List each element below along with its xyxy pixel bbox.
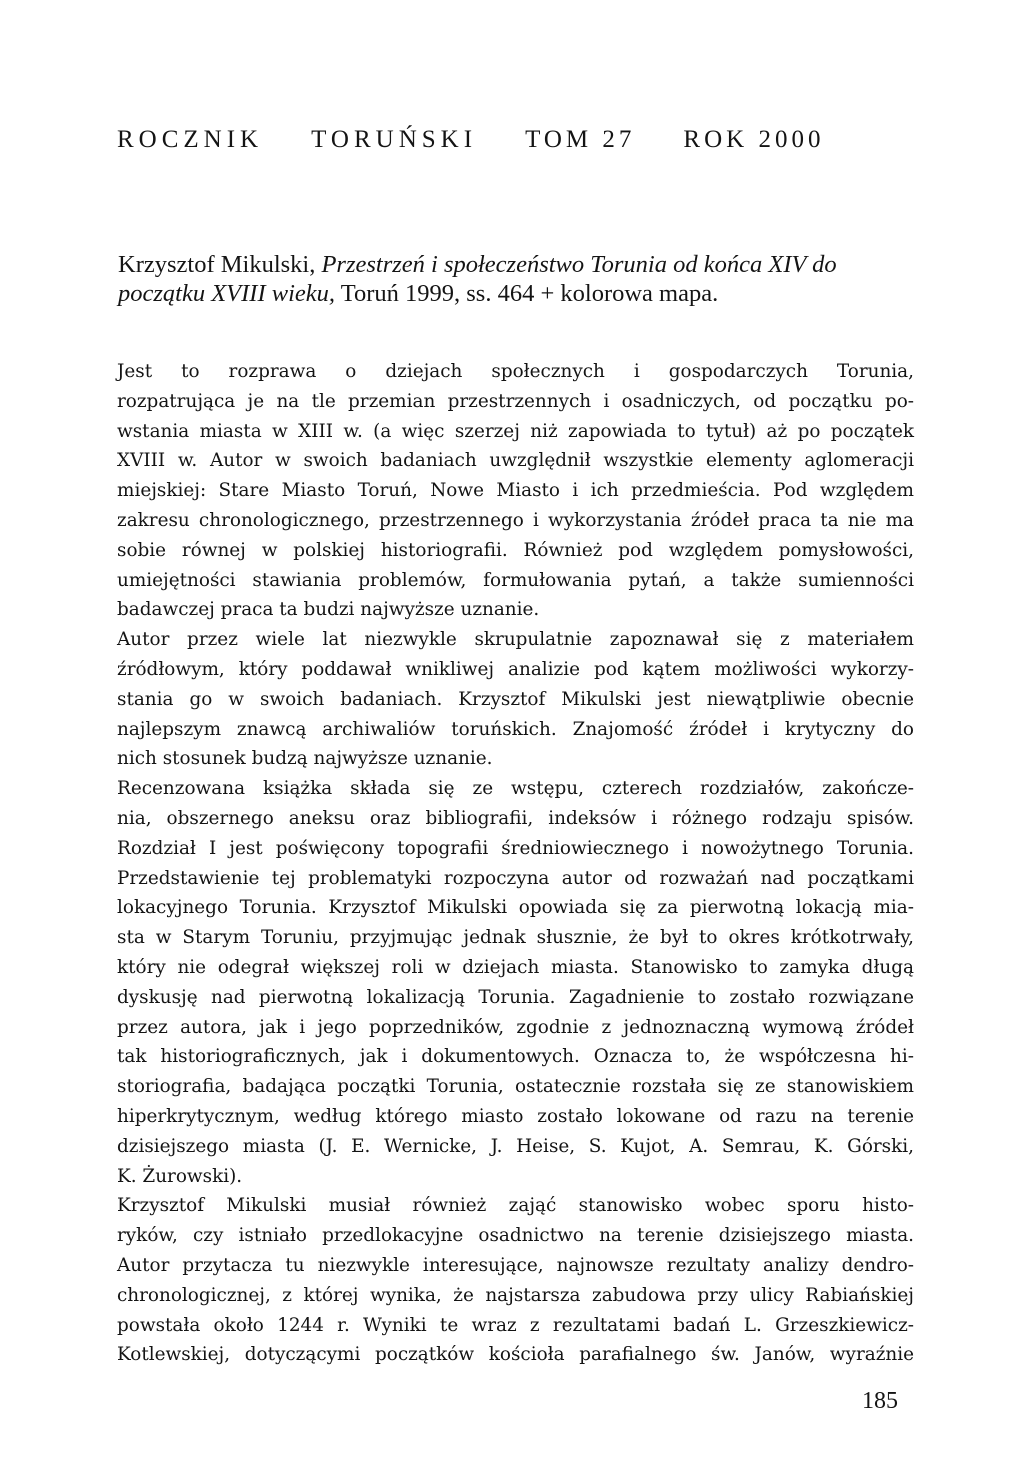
text-line: Recenzowana książka składa się ze wstępu, czterech rozdziałów, zakończe-	[117, 778, 914, 800]
review-body	[117, 357, 914, 1370]
text-line: tak historiograficznych, jak i dokumentowych. Oznacza to, że współczesna hi-	[117, 1046, 914, 1068]
text-line: przez autora, jak i jego poprzedników, zgodnie z jednoznaczną wymową źródeł	[117, 1016, 914, 1038]
book-citation	[118, 250, 913, 308]
text-line: badawczej praca ta budzi najwyższe uznanie.	[117, 599, 540, 621]
text-line: ryków, czy istniało przedlokacyjne osadnictwo na terenie dzisiejszego miasta.	[117, 1225, 914, 1247]
text-line: powstała około 1244 r. Wyniki te wraz z rezultatami badań L. Grzeszkiewicz-	[117, 1314, 914, 1336]
text-line: Rozdział I jest poświęcony topografii średniowiecznego i nowożytnego Torunia.	[117, 837, 914, 859]
text-line: Przedstawienie tej problematyki rozpoczyna autor od rozważań nad początkami	[117, 867, 914, 889]
text-line: źródłowym, który poddawał wnikliwej analizie pod kątem możliwości wykorzy-	[117, 658, 914, 680]
text-line: sobie równej w polskiej historiografii. Również pod względem pomysłowości,	[117, 539, 914, 561]
text-line: sta w Starym Toruniu, przyjmując jednak słusznie, że był to okres krótkotrwały,	[117, 927, 914, 949]
text-line: XVIII w. Autor w swoich badaniach uwzględnił wszystkie elementy aglomeracji	[117, 450, 914, 472]
text-line: dyskusję nad pierwotną lokalizacją Torunia. Zagadnienie to zostało rozwiązane	[117, 986, 914, 1008]
citation-details: Toruń 1999, ss. 464 + kolorowa mapa.	[335, 280, 719, 307]
text-line: stania go w swoich badaniach. Krzysztof Mikulski jest niewątpliwie obecnie	[117, 688, 914, 710]
text-line: lokacyjnego Torunia. Krzysztof Mikulski opowiada się za pierwotną lokacją mia-	[117, 897, 914, 919]
text-line: nia, obszernego aneksu oraz bibliografii, indeksów i różnego rodzaju spisów.	[117, 807, 914, 829]
year-label: ROK 2000	[683, 126, 825, 153]
text-line: Krzysztof Mikulski musiał również zająć stanowisko wobec sporu histo-	[117, 1195, 914, 1217]
citation-title: Przestrzeń i społeczeństwo Torunia od końca XIV do początku XVIII wieku,	[118, 251, 837, 307]
volume-label: TOM 27	[525, 126, 636, 153]
text-line: Autor przez wiele lat niezwykle skrupulatnie zapoznawał się z materiałem	[117, 629, 914, 651]
text-line: który nie odegrał większej roli w dziejach miasta. Stanowisko to zamyka długą	[117, 956, 914, 978]
running-header	[117, 126, 917, 154]
text-line: Kotlewskiej, dotyczącymi początków kościoła parafialnego św. Janów, wyraźnie	[117, 1344, 914, 1366]
citation-author: Krzysztof Mikulski,	[118, 251, 322, 278]
page-number: 185	[862, 1388, 898, 1414]
text-line: zakresu chronologicznego, przestrzennego i wykorzystania źródeł praca ta nie ma	[117, 509, 914, 531]
text-line: hiperkrytycznym, według którego miasto zostało lokowane od razu na terenie	[117, 1105, 914, 1127]
text-line: miejskiej: Stare Miasto Toruń, Nowe Miasto i ich przedmieścia. Pod względem	[117, 480, 914, 502]
text-line: Jest to rozprawa o dziejach społecznych i gospodarczych Torunia,	[117, 361, 914, 382]
text-line: K. Żurowski).	[117, 1165, 243, 1187]
text-line: najlepszym znawcą archiwaliów toruńskich. Znajomość źródeł i krytyczny do	[117, 718, 914, 740]
text-line: nich stosunek budzą najwyższe uznanie.	[117, 748, 493, 770]
text-line: chronologicznej, z której wynika, że najstarsza zabudowa przy ulicy Rabiańskiej	[117, 1284, 914, 1306]
text-line: dzisiejszego miasta (J. E. Wernicke, J. Heise, S. Kujot, A. Semrau, K. Górski,	[117, 1135, 914, 1157]
text-line: storiografia, badająca początki Torunia, ostatecznie rozstała się ze stanowiskiem	[117, 1076, 914, 1098]
journal-name-word-2: TORUŃSKI	[311, 126, 478, 153]
text-line: umiejętności stawiania problemów, formułowania pytań, a także sumienności	[117, 569, 914, 591]
text-line: Autor przytacza tu niezwykle interesujące, najnowsze rezultaty analizy dendro-	[117, 1254, 914, 1276]
text-line: wstania miasta w XIII w. (a więc szerzej niż zapowiada to tytuł) aż po początek	[117, 420, 914, 442]
text-line: rozpatrująca je na tle przemian przestrzennych i osadniczych, od początku po-	[117, 390, 914, 412]
journal-name-word-1: ROCZNIK	[117, 126, 264, 153]
